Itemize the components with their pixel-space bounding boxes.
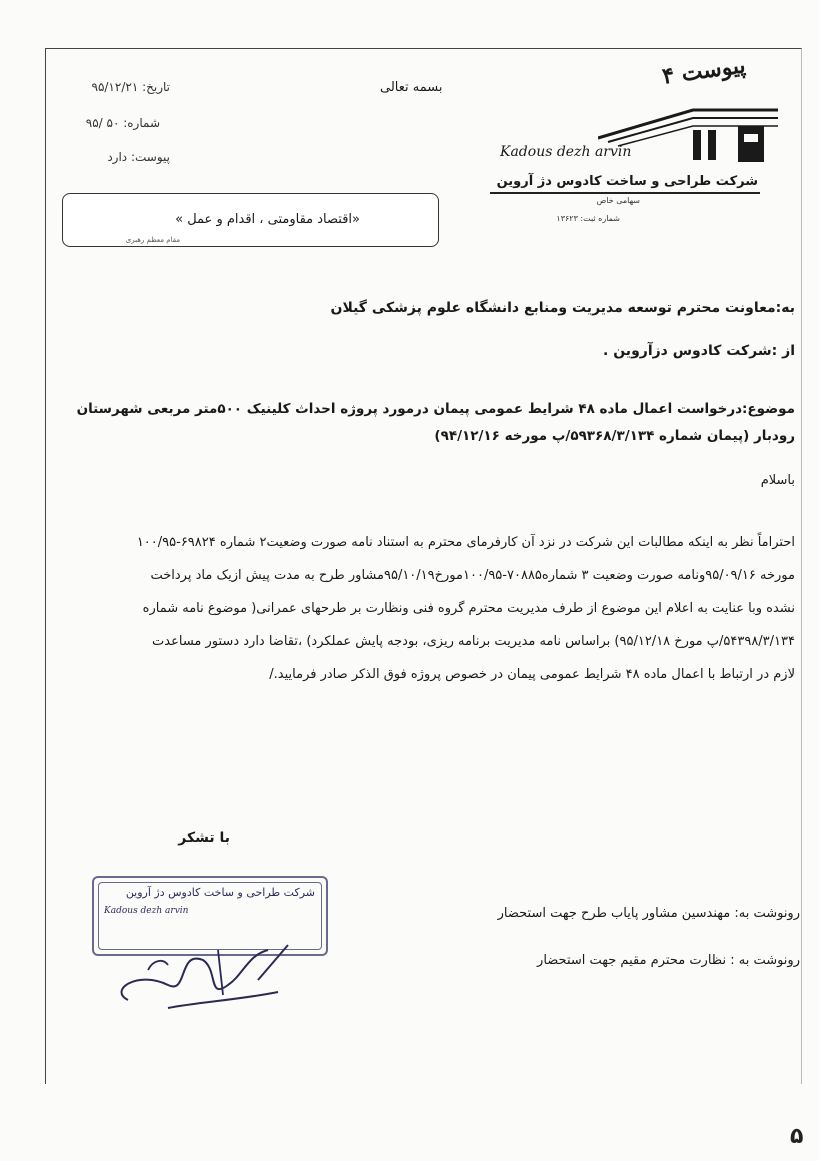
page-number: ۵ (790, 1124, 804, 1149)
from-line: از :شرکت کادوس دزآروین . (603, 343, 795, 359)
letter-date: تاریخ: ۹۵/۱۲/۲۱ (91, 80, 170, 94)
company-type: سهامی خاص (596, 196, 640, 205)
letterhead-rule (490, 192, 760, 194)
body-line-1: احتراماً نظر به اینکه مطالبات این شرکت در نزد آن کارفرمای محترم به استناد نامه صورت وضعیت۲ شماره ۶۹۸۲۴-۱۰۰/۹۵ (136, 535, 795, 550)
stamp-company-en: Kadous dezh arvin (104, 906, 189, 916)
company-registration: شماره ثبت: ۱۳۶۲۳ (556, 214, 620, 223)
signature-icon (108, 930, 298, 1015)
stamp-company-name: شرکت طراحی و ساخت کادوس دژ آروین (125, 886, 315, 899)
subject-line-1: موضوع:درخواست اعمال ماده ۴۸ شرایط عمومی پیمان درمورد پروژه احداث کلینیک ۵۰۰متر مربعی شهرستان (76, 401, 795, 417)
annex-label: پیوست ۴ (660, 52, 748, 90)
cc-line-2: رونوشت به : نظارت محترم مقیم جهت استحضار (537, 953, 800, 968)
letter-attachment: پیوست: دارد (107, 150, 170, 164)
slogan-text: «اقتصاد مقاومتی ، اقدام و عمل » (175, 212, 360, 227)
cc-line-1: رونوشت به: مهندسین مشاور پایاب طرح جهت استحضار (497, 906, 800, 921)
body-line-4: ۵۴۳۹۸/۳/۱۳۴/پ مورخ ۹۵/۱۲/۱۸) براساس نامه مدیریت برنامه ریزی، بودجه پایش عملکرد) ،تقاضا دارد دستور مساعدت (152, 634, 795, 649)
letter-number: شماره: ۵۰ /۹۵ (85, 116, 160, 130)
closing: با تشکر (178, 830, 230, 846)
greeting: باسلام (760, 473, 795, 488)
to-line: به:معاونت محترم توسعه مدیریت ومنابع دانشگاه علوم پزشکی گیلان (330, 300, 795, 316)
company-name-en: Kadous dezh arvin (500, 144, 632, 160)
body-line-5: لازم در ارتباط با اعمال ماده ۴۸ شرایط عمومی پیمان در خصوص پروژه فوق الذکر صادر فرمایید./ (269, 667, 795, 682)
subject-line-2: رودبار (پیمان شماره ۵۹۳۶۸/۳/۱۳۴/پ مورخه ۹۴/۱۲/۱۶) (434, 428, 795, 444)
company-name-fa: شرکت طراحی و ساخت کادوس دژ آروین (496, 174, 758, 189)
body-line-3: نشده وبا عنایت به اعلام این موضوع از طرف مدیریت محترم گروه فنی ونظارت بر طرحهای عمرانی( موضوع نامه شماره (142, 601, 795, 616)
slogan-attribution: مقام معظم رهبری (125, 236, 180, 244)
basmala: بسمه تعالی (380, 80, 443, 95)
body-line-2: مورخه ۹۵/۰۹/۱۶ونامه صورت وضعیت ۳ شماره۷۰۸۸۵-۱۰۰/۹۵مورخ۹۵/۱۰/۱۹مشاور طرح به مدت پیش ازیک ماد پرداخت (150, 568, 795, 583)
